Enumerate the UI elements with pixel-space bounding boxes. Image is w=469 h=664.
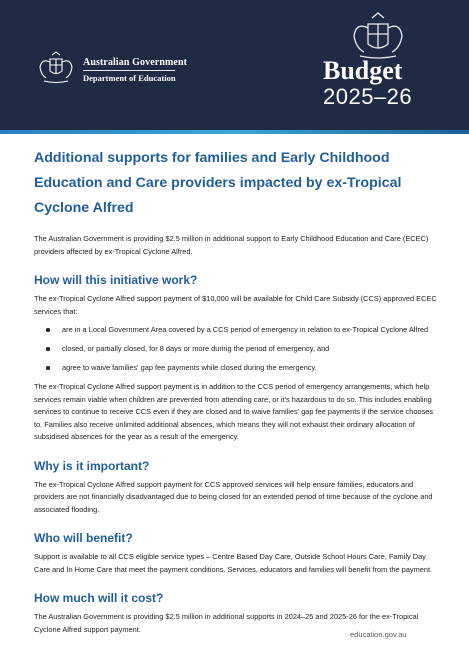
bullet-icon xyxy=(46,366,50,370)
section-heading-why-important: Why is it important? xyxy=(34,458,150,473)
list-item xyxy=(34,362,438,374)
accent-stripe xyxy=(0,130,469,134)
section-paragraph: Support is available to all CCS eligible service types – Centre Based Day Care, Outside School Hours Care, Family Day Care and In Home Care that meet the payment conditions. Services, educators and families will benefit from the payment. xyxy=(34,552,433,574)
list-item-text: agree to waive families' gap fee payments while closed during the emergency. xyxy=(62,363,317,372)
bullet-icon xyxy=(46,328,50,332)
eligibility-list xyxy=(34,324,438,374)
list-item xyxy=(34,324,438,336)
department-name: Department of Education xyxy=(83,73,176,83)
list-item xyxy=(34,343,438,355)
section-paragraph: The ex-Tropical Cyclone Alfred support payment is in addition to the CCS period of emergency arrangements, which help services remain viable when children are prevented from attending care, or it's hazardous to do so. This includes enabling services to continue to receive CCS even if they are closed and to waive families' gap fee payments if the service chooses to. Families also receive unlimited additional absences, which means they will not exhaust their ordinary allocation of subsidised absences for the year as a result of the emergency. xyxy=(34,382,434,441)
logo-divider xyxy=(83,70,175,71)
section-heading-how-it-works: How will this initiative work? xyxy=(34,273,198,287)
section-paragraph: The ex-Tropical Cyclone Alfred support payment of $10,000 will be available for Child Care Subsidy (CCS) approved ECEC services that: xyxy=(34,294,437,316)
intro-paragraph: The Australian Government is providing $2.5 million in additional support to Early Childhood Education and Care (ECEC) providers affected by ex-Tropical Cyclone Alfred. xyxy=(34,234,429,256)
list-item-text: are in a Local Government Area covered by a CCS period of emergency in relation to ex-Tropical Cyclone Alfred xyxy=(62,325,429,334)
budget-word: Budget xyxy=(323,56,403,85)
section-heading-cost: How much will it cost? xyxy=(34,591,164,605)
header-banner xyxy=(0,0,469,130)
footer-url: education.gov.au xyxy=(350,630,407,639)
budget-label xyxy=(323,58,412,110)
section-paragraph: The Australian Government is providing $2.5 million in additional supports in 2024–25 and 2025-26 for the ex-Tropical Cyclone Alfred support payment. xyxy=(34,612,419,634)
document-body xyxy=(34,146,438,636)
budget-year: 2025–26 xyxy=(323,84,413,109)
coat-of-arms-watermark-icon xyxy=(346,10,410,62)
government-name: Australian Government xyxy=(83,57,188,68)
list-item-text: closed, or partially closed, for 8 days or more during the period of emergency, and xyxy=(62,344,330,353)
bullet-icon xyxy=(46,347,50,351)
page-title: Additional supports for families and Early Childhood Education and Care providers impacted by ex-Tropical Cyclone Alfred xyxy=(34,150,402,216)
section-heading-who-benefits: Who will benefit? xyxy=(34,531,133,545)
government-logo-text xyxy=(83,57,187,83)
section-paragraph: The ex-Tropical Cyclone Alfred support payment for CCS approved services will help ensure families, educators and providers are not financially disadvantaged due to being closed for an extended period of time because of the cyclone and associated flooding. xyxy=(34,479,433,514)
coat-of-arms-icon xyxy=(36,50,76,84)
